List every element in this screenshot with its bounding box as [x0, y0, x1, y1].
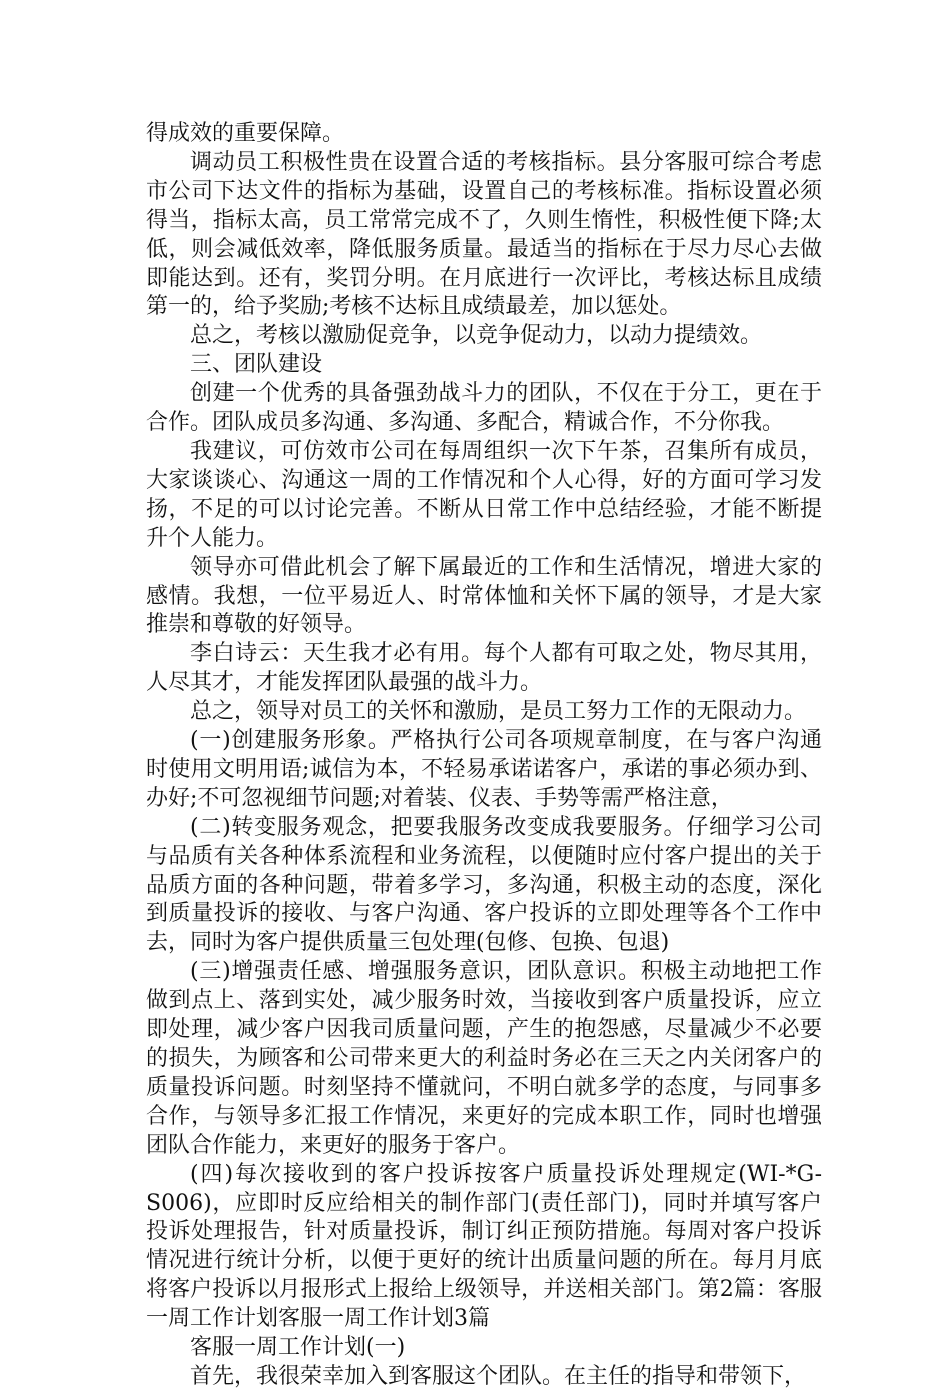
paragraph-libai-quote: 李白诗云：天生我才必有用。每个人都有可取之处，物尽其用，人尽其才，才能发挥团队最强的战斗力。	[146, 641, 822, 696]
paragraph-team-cooperation: 创建一个优秀的具备强劲战斗力的团队，不仅在于分工，更在于合作。团队成员多沟通、多沟通、多配合，精诚合作，不分你我。	[146, 381, 822, 436]
paragraph-assessment-indicators: 调动员工积极性贵在设置合适的考核指标。县分客服可综合考虑市公司下达文件的指标为基础，设置自己的考核标准。指标设置必须得当，指标太高，员工常常完成不了，久则生惰性，积极性便下降;太低，则会减低效率，降低服务质量。最适当的指标在于尽力尽心去做即能达到。还有，奖罚分明。在月底进行一次评比，考核达标且成绩第一的，给予奖励;考核不达标且成绩最差，加以惩处。	[146, 149, 822, 320]
paragraph-motivation-summary: 总之，领导对员工的关怀和激励，是员工努力工作的无限动力。	[190, 699, 807, 725]
paragraph-weekly-plan-intro: 首先，我很荣幸加入到客服这个团队。在主任的指导和带领下，	[190, 1363, 807, 1389]
section-heading-team-building: 三、团队建设	[190, 352, 323, 378]
paragraph-afternoon-tea-suggestion: 我建议，可仿效市公司在每周组织一次下午茶，召集所有成员，大家谈谈心、沟通这一周的工作情况和个人心得，好的方面可学习发扬，不足的可以讨论完善。不断从日常工作中总结经验，才能不断提升个人能力。	[146, 438, 822, 551]
subheading-weekly-plan-1: 客服一周工作计划(一)	[190, 1335, 406, 1361]
paragraph-item-4-complaint-handling: (四)每次接收到的客户投诉按客户质量投诉处理规定(WI-*G-S006)，应即时反应给相关的制作部门(责任部门)，同时并填写客户投诉处理报告，针对质量投诉，制订纠正预防措施。每周对客户投诉情况进行统计分析，以便于更好的统计出质量问题的所在。每月月底将客户投诉以月报形式上报给上级领导，并送相关部门。第2篇：客服一周工作计划客服一周工作计划3篇	[146, 1161, 822, 1332]
paragraph-item-1-service-image: (一)创建服务形象。严格执行公司各项规章制度，在与客户沟通时使用文明用语;诚信为本，不轻易承诺诺客户，承诺的事必须办到、办好;不可忽视细节问题;对着装、仪表、手势等需严格注意，	[146, 728, 822, 811]
document-body	[146, 120, 822, 1392]
paragraph-item-2-service-concept: (二)转变服务观念，把要我服务改变成我要服务。仔细学习公司与品质有关各种体系流程和业务流程，以便随时应付客户提出的关于品质方面的各种问题，带着多学习，多沟通，积极主动的态度，深化到质量投诉的接收、与客户沟通、客户投诉的立即处理等各个工作中去，同时为客户提供质量三包处理(包修、包换、包退)	[146, 814, 822, 956]
paragraph-item-3-responsibility: (三)增强责任感、增强服务意识，团队意识。积极主动地把工作做到点上、落到实处，减少服务时效，当接收到客户质量投诉，应立即处理，减少客户因我司质量问题，产生的抱怨感，尽量减少不必要的损失，为顾客和公司带来更大的利益时务必在三天之内关闭客户的质量投诉问题。时刻坚持不懂就问，不明白就多学的态度，与同事多合作，与领导多汇报工作情况，来更好的完成本职工作，同时也增强团队合作能力，来更好的服务于客户。	[146, 959, 822, 1158]
paragraph-continuation: 得成效的重要保障。	[146, 121, 345, 146]
paragraph-assessment-summary: 总之，考核以激励促竞争，以竞争促动力，以动力提绩效。	[190, 323, 763, 349]
paragraph-leadership-care: 领导亦可借此机会了解下属最近的工作和生活情况，增进大家的感情。我想，一位平易近人、时常体恤和关怀下属的领导，才是大家推崇和尊敬的好领导。	[146, 554, 822, 638]
